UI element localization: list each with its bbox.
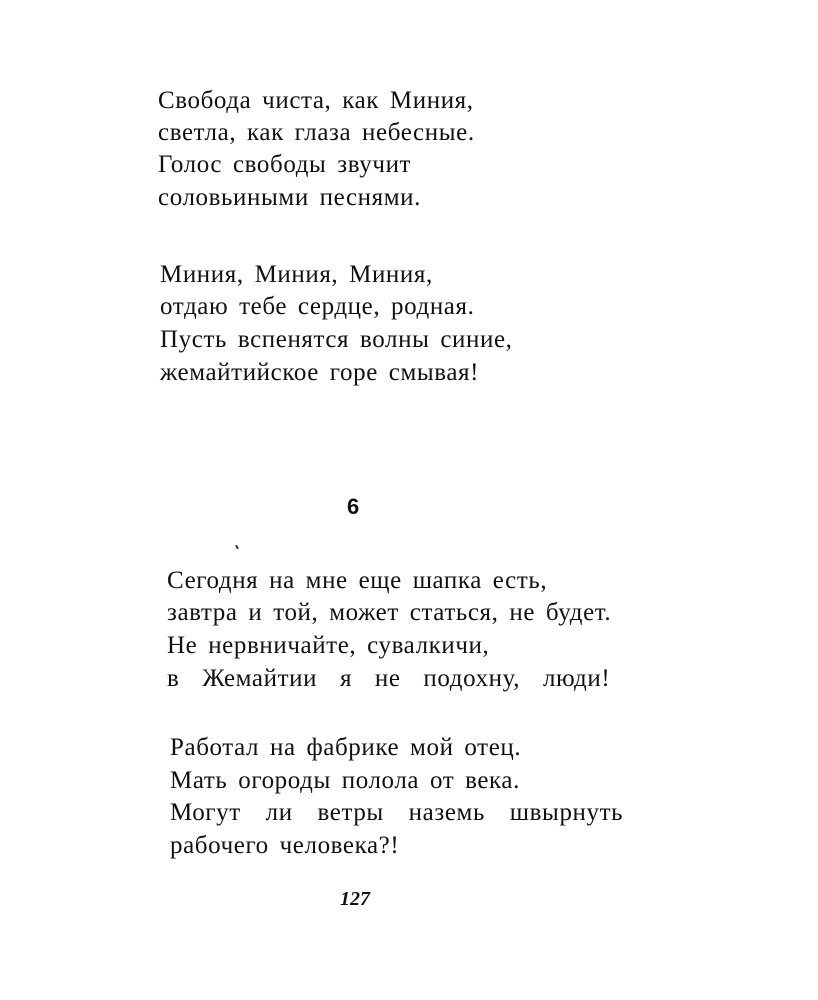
verse-line: завтра и той, может статься, не будет. [167,599,612,626]
verse-line: Мать огороды полола от века. [170,767,520,794]
verse-line: Работал на фабрике мой отец. [170,734,522,761]
verse-line: светла, как глаза небесные. [158,119,475,146]
verse-line: Не нервничайте, сувалкичи, [167,632,490,659]
section-number: 6 [347,494,360,519]
verse-line: Могут ли ветры наземь швырнуть [170,799,624,826]
verse-line: Голос свободы звучит [158,151,412,178]
verse-line: Пусть вспенятся волны синие, [160,326,513,353]
verse-line: соловьиными песнями. [158,184,421,211]
verse-line: Сегодня на мне еще шапка есть, [167,567,548,594]
page-number: 127 [340,888,370,910]
verse-line: в Жемайтии я не подохну, люди! [167,665,611,692]
verse-line: Свобода чиста, как Миния, [158,87,474,114]
verse-line: Миния, Миния, Миния, [160,261,433,288]
print-speck [235,545,239,549]
verse-line: отдаю тебе сердце, родная. [160,293,475,320]
verse-line: жемайтийское горе смывая! [160,359,480,386]
verse-line: рабочего человека?! [170,832,400,859]
